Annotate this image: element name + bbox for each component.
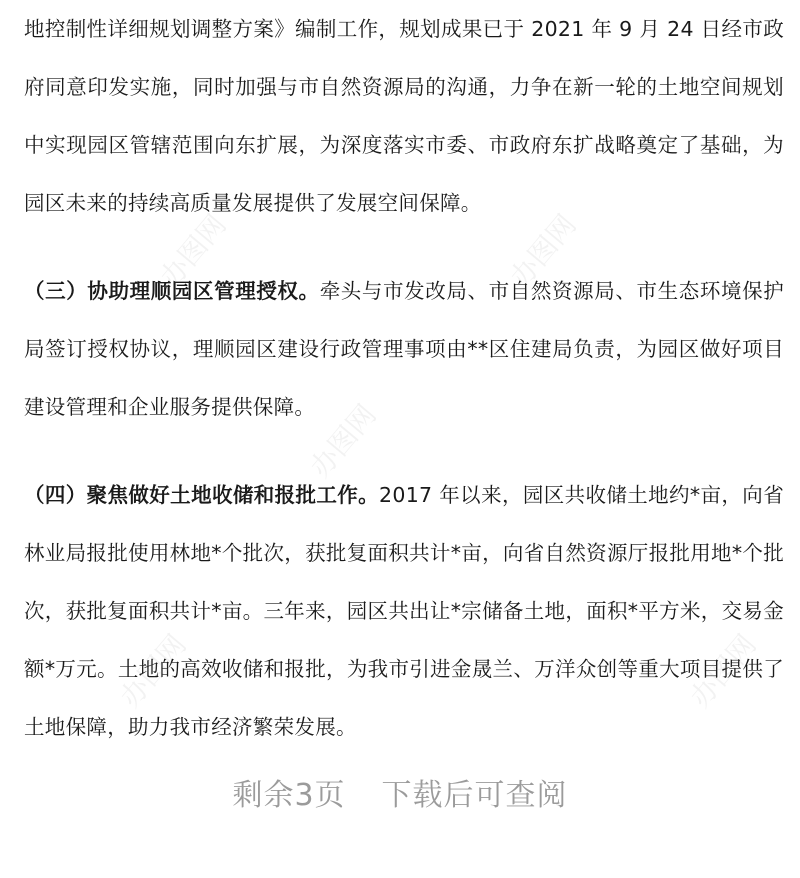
paragraph-land-text: 2017 年以来，园区共收储土地约*亩，向省林业局报批使用林地*个批次，获批复面积共计*亩，向省自然资源厅报批用地*个批次，获批复面积共计*亩。三年来，园区共出让*宗储备土地，面积*平方米，交易金额*万元。土地的高效收储和报批，为我市引进金晟兰、万洋众创等重大项目提供了土地保障，助力我市经济繁荣发展。 [24,483,784,739]
watermark-logo: 办图网 [683,628,763,714]
section-heading-authorization: （三）协助理顺园区管理授权。 [24,279,320,303]
paragraph-gap [24,436,784,466]
paragraph-gap [24,232,784,262]
watermark-logo: 办图网 [113,628,193,714]
download-more-banner[interactable] [0,770,800,814]
document-body [24,0,784,756]
paragraph-planning-text: 地控制性详细规划调整方案》编制工作，规划成果已于 2021 年 9 月 24 日经市政府同意印发实施，同时加强与市自然资源局的沟通，力争在新一轮的土地空间规划中实现园区管辖范围向东扩展，为深度落实市委、市政府东扩战略奠定了基础，为园区未来的持续高质量发展提供了发展空间保障。 [24,17,784,215]
watermark-logo: 办图网 [153,208,233,294]
section-heading-land: （四）聚焦做好土地收储和报批工作。 [24,483,380,507]
watermark-logo: 办图网 [303,398,383,484]
download-to-view-label: 下载后可查阅 [381,778,568,813]
paragraph-planning [24,0,784,232]
watermark-logo: 办图网 [503,208,583,294]
remaining-pages-label: 剩余3页 [232,778,346,813]
paragraph-land [24,466,784,756]
paragraph-authorization [24,262,784,436]
paragraph-authorization-text: 牵头与市发改局、市自然资源局、市生态环境保护局签订授权协议，理顺园区建设行政管理事项由**区住建局负责，为园区做好项目建设管理和企业服务提供保障。 [24,279,784,419]
